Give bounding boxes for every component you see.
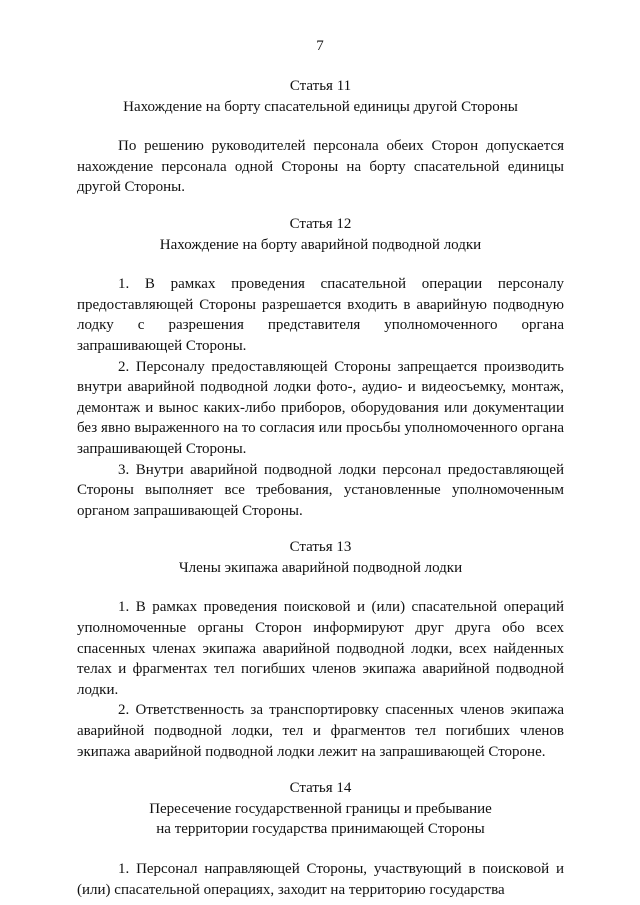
- article-12: [77, 214, 564, 537]
- page-number: 7: [316, 38, 324, 54]
- article-title: Нахождение на борту аварийной подводной лодки: [159, 236, 482, 253]
- article-paragraph: 2. Персоналу предоставляющей Стороны запрещается производить внутри аварийной подводной лодки фото-, аудио- и видеосъемку, монтаж, демонтаж и вынос каких-либо приборов, оборудования или документации без явно выраженного на то согласия или просьбы уполномоченного органа запрашивающей Стороны.: [77, 358, 564, 457]
- article-paragraph: 1. В рамках проведения спасательной операции персоналу предоставляющей Стороны разрешается входить в аварийную подводную лодку с разрешения представителя уполномоченного органа запрашивающей Стороны.: [77, 276, 564, 354]
- article-heading: Статья 11: [289, 78, 352, 94]
- article-heading: Статья 13: [289, 539, 352, 556]
- document-body: [77, 76, 564, 900]
- article-title-line-2: на территории государства принимающей Стороны: [156, 821, 485, 838]
- article-14: [77, 778, 564, 900]
- article-title: Члены экипажа аварийной подводной лодки: [178, 559, 463, 576]
- article-13: [77, 537, 564, 778]
- article-title-line-1: Пересечение государственной границы и пребывание: [149, 800, 492, 817]
- article-paragraph: 1. Персонал направляющей Стороны, участвующий в поисковой и (или) спасательной операциях, заходит на территорию государства: [77, 861, 564, 898]
- article-paragraph: 2. Ответственность за транспортировку спасенных членов экипажа аварийной подводной лодки, тел и фрагментов тел погибших членов экипажа аварийной подводной лодки лежит на запрашивающей Стороне.: [77, 702, 564, 760]
- article-paragraph: 1. В рамках проведения поисковой и (или) спасательной операций уполномоченные органы Сторон информируют друг друга обо всех спасенных членах экипажа аварийной подводной лодки, всех найденных телах и фрагментах тел погибших членов экипажа аварийной подводной лодки.: [77, 599, 564, 698]
- article-title: Нахождение на борту спасательной единицы другой Стороны: [123, 98, 518, 115]
- article-11: [77, 76, 564, 214]
- article-heading: Статья 14: [289, 780, 352, 797]
- article-paragraph: 3. Внутри аварийной подводной лодки персонал предоставляющей Стороны выполняет все требования, установленные уполномоченным органом запрашивающей Стороны.: [77, 461, 564, 519]
- article-heading: Статья 12: [289, 215, 352, 232]
- article-paragraph: По решению руководителей персонала обеих Сторон допускается нахождение персонала одной Стороны на борту спасательной единицы другой Стороны.: [77, 138, 564, 196]
